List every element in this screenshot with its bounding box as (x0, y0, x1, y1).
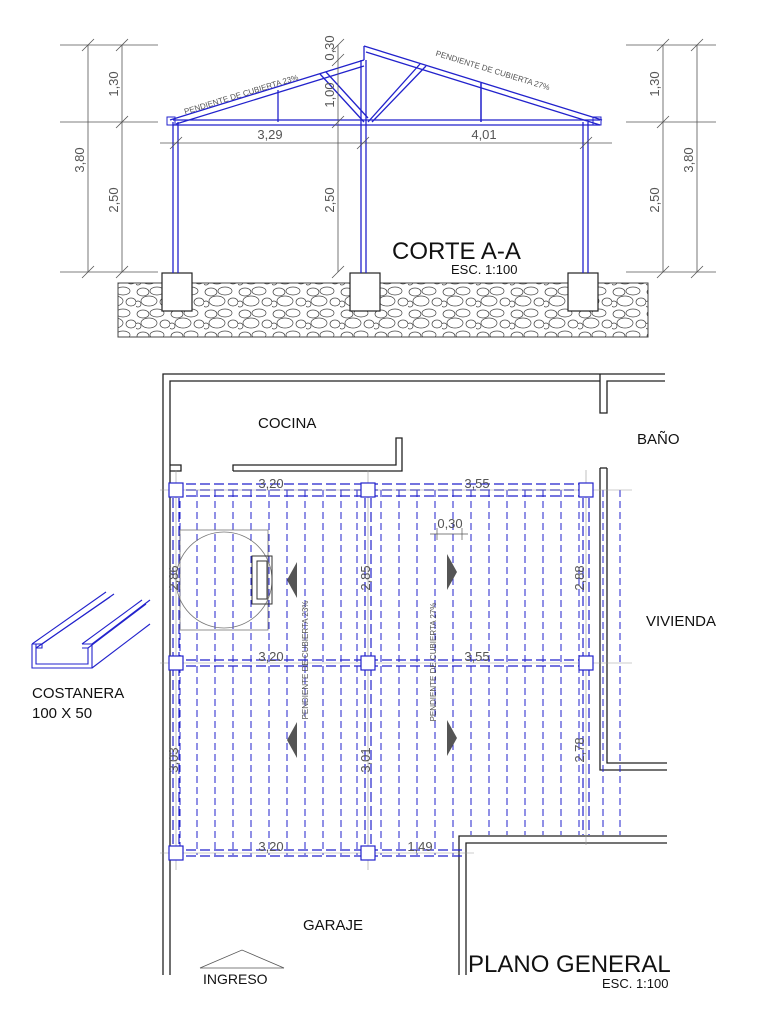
slope-left-label: PENDIENTE DE CUBIERTA 23% (183, 72, 300, 117)
height-upper-left: 2,86 (166, 565, 181, 591)
footing-right (568, 273, 598, 311)
span-right: 4,01 (471, 127, 497, 142)
eave-ends (167, 117, 601, 125)
dim-right-total: 3,80 (681, 147, 696, 173)
span-mid-left: 3,20 (258, 649, 284, 664)
height-upper-center: 2,85 (358, 565, 373, 591)
costanera-size: 100 X 50 (32, 705, 93, 722)
span-bottom-right: 1,49 (407, 839, 433, 854)
span-top-left: 3,20 (258, 476, 284, 491)
dim-right-upper: 1,30 (647, 71, 662, 97)
dims-right (626, 39, 716, 278)
slope-right-label: PENDIENTE DE CUBIERTA 27% (434, 48, 551, 93)
walls (163, 374, 667, 975)
water-tank (176, 530, 272, 630)
dim-left-upper: 1,30 (106, 71, 121, 97)
slope-arrow-right-upper (447, 554, 457, 590)
tie-beam (173, 120, 600, 125)
height-lower-center: 3,01 (358, 747, 373, 773)
costanera-detail (32, 592, 150, 722)
dim-right-lower: 2,50 (647, 187, 662, 213)
room-house: VIVIENDA (646, 613, 717, 630)
costanera-icon (32, 592, 150, 668)
dim-center-height: 2,50 (322, 187, 337, 213)
section-a-a (60, 35, 716, 337)
span-top-right: 3,55 (464, 476, 490, 491)
plan-scale: ESC. 1:100 (602, 976, 669, 991)
plan-general (160, 374, 716, 991)
slope-arrow-right-lower (447, 720, 457, 756)
dims-span (160, 137, 612, 149)
plan-slope-left: PENDIENTE DE CUBIERTA 23% (301, 600, 310, 720)
entry-label: INGRESO (203, 971, 268, 987)
plan-title: PLANO GENERAL (468, 951, 671, 978)
room-bath: BAÑO (637, 431, 680, 448)
height-lower-left: 3,03 (166, 747, 181, 773)
entry-arrow (200, 950, 284, 968)
height-upper-right: 2,88 (572, 565, 587, 591)
dim-ridge-top: 0,30 (322, 35, 337, 61)
purlin-spacing: 0,30 (437, 516, 463, 531)
purlins (180, 490, 620, 855)
footing-left (162, 273, 192, 311)
dim-left-total: 3,80 (72, 147, 87, 173)
slope-arrow-left-lower (287, 722, 297, 758)
room-garage: GARAJE (303, 917, 364, 934)
section-scale: ESC. 1:100 (451, 262, 518, 277)
span-left: 3,29 (257, 127, 283, 142)
dim-ridge-rise: 1,00 (322, 82, 337, 108)
slope-arrow-left-upper (287, 562, 297, 598)
footing-center (350, 273, 380, 311)
span-bottom-left: 3,20 (258, 839, 284, 854)
section-title: CORTE A-A (392, 238, 521, 265)
costanera-name: COSTANERA (32, 685, 125, 702)
dim-left-lower: 2,50 (106, 187, 121, 213)
height-lower-right: 2,78 (572, 737, 587, 763)
plan-slope-right: PENDIENTE DE CUBIERTA 27% (429, 602, 438, 722)
room-kitchen: COCINA (258, 415, 317, 432)
span-mid-right: 3,55 (464, 649, 490, 664)
